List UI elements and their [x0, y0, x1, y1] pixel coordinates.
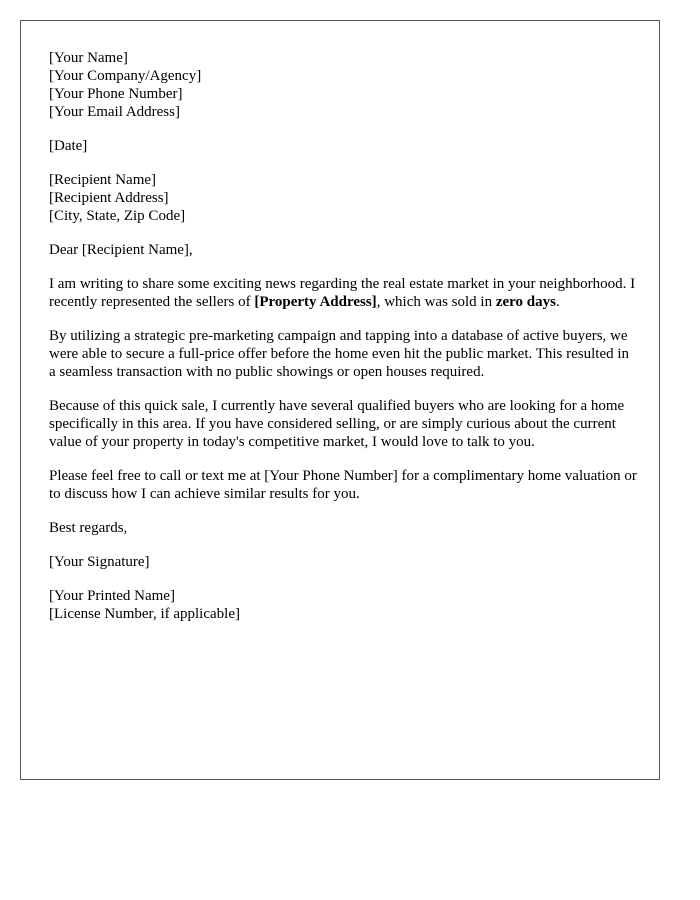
- paragraph-4: Please feel free to call or text me at [Your Phone Number] for a complimentary home valuation or to discuss how I can achieve similar results for you.: [49, 468, 637, 502]
- paragraph-1-text-middle: , which was sold in: [376, 294, 496, 310]
- salutation: Dear [Recipient Name],: [49, 242, 193, 258]
- recipient-block: [49, 171, 639, 225]
- letter-page: [20, 20, 660, 780]
- license-number: [License Number, if applicable]: [49, 606, 240, 622]
- date-block: [49, 137, 639, 155]
- sold-days: zero days: [495, 294, 556, 310]
- letter-content: [49, 49, 639, 639]
- signature: [Your Signature]: [49, 554, 150, 570]
- sender-phone: [Your Phone Number]: [49, 86, 183, 102]
- sender-block: [49, 49, 639, 121]
- paragraph-2: By utilizing a strategic pre-marketing campaign and tapping into a database of active buyers, we were able to secure a full-price offer before the home even hit the public market. This resulted in a seamless transaction with no public showings or open houses required.: [49, 328, 630, 380]
- recipient-address: [Recipient Address]: [49, 190, 169, 206]
- closing: Best regards,: [49, 520, 128, 536]
- recipient-city-state-zip: [City, State, Zip Code]: [49, 208, 186, 224]
- paragraph-1: [49, 275, 639, 311]
- sender-name: [Your Name]: [49, 50, 128, 66]
- paragraph-1-text-after: .: [556, 294, 560, 310]
- paragraph-3: Because of this quick sale, I currently have several qualified buyers who are looking for a home specifically in this area. If you have considered selling, or are simply curious about the current value of your property in today's competitive market, I would love to talk to you.: [49, 398, 625, 450]
- printed-name-block: [49, 587, 639, 623]
- letter-date: [Date]: [49, 138, 88, 154]
- sender-email: [Your Email Address]: [49, 104, 180, 120]
- property-address: [Property Address]: [254, 294, 377, 310]
- recipient-name: [Recipient Name]: [49, 172, 157, 188]
- printed-name: [Your Printed Name]: [49, 588, 175, 604]
- paragraph-1-text-before: I am writing to share some exciting news regarding the real estate market in your neighborhood. I recently represented the sellers of: [49, 276, 636, 310]
- sender-company: [Your Company/Agency]: [49, 68, 202, 84]
